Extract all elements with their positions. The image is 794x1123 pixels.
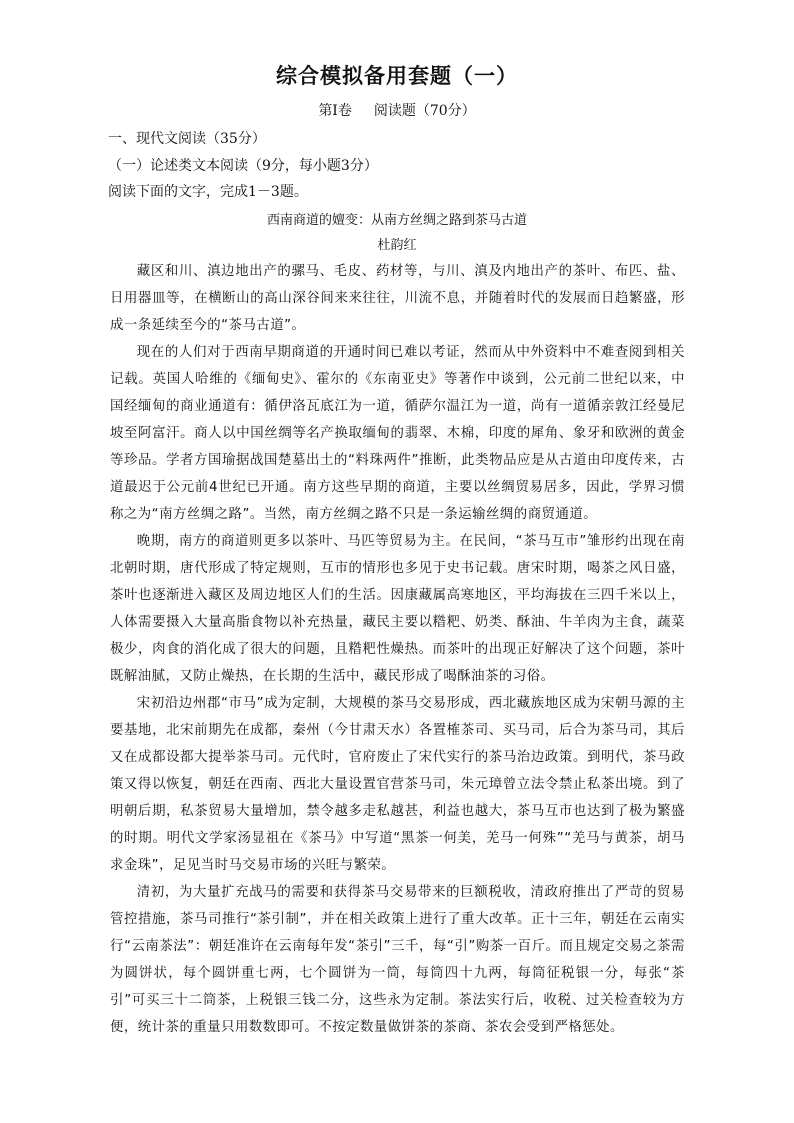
paragraph: 清初，为大量扩充战马的需要和获得茶马交易带来的巨额税收，清政府推出了严苛的贸易管控措施，茶马司推行“茶引制”，并在相关政策上进行了重大改革。正十三年，朝廷在云南实行“云南茶法”：朝廷准许在云南每年发“茶引”三千，每“引”购茶一百斤。而且规定交易之茶需为圆饼状，每个圆饼重七两，七个圆饼为一筒，每筒四十九两，每筒征税银一分，每张“茶引”可买三十二筒茶，上税银三钱二分，这些永为定制。茶法实行后，收税、过关检查较为方便，统计茶的重量只用数数即可。不按定数量做饼茶的茶商、茶农会受到严格惩处。 (110, 885, 685, 1035)
paragraph: 藏区和川、滇边地出产的骡马、毛皮、药材等，与川、滇及内地出产的茶叶、布匹、盐、日用器皿等，在横断山的高山深谷间来来往往，川流不息，并随着时代的发展而日趋繁盛，形成一条延续至今的“茶马古道”。 (110, 264, 685, 333)
page-title: 综合模拟备用套题（一） (276, 63, 518, 88)
instruction-text: 阅读下面的文字，完成1－3题。 (108, 184, 308, 200)
page-subtitle (0, 100, 794, 120)
passage-title: 西南商道的嬗变：从南方丝绸之路到茶马古道 (266, 213, 527, 228)
paragraph: 晚期，南方的商道则更多以茶叶、马匹等贸易为主。在民间，“茶马互市”雏形约出现在南北朝时期，唐代形成了特定规则，互市的情形也多见于史书记载。唐宋时期，喝茶之风日盛，茶叶也逐渐进入藏区及周边地区人们的生活。因康藏属高寒地区，平均海拔在三四千米以上，人体需要摄入大量高脂食物以补充热量，藏民主要以糌粑、奶类、酥油、牛羊肉为主食，蔬菜极少，肉食的消化成了很大的问题，且糌粑性燥热。而茶叶的出现正好解决了这个问题，茶叶既解油腻，又防止燥热，在长期的生活中，藏民形成了喝酥油茶的习俗。 (110, 534, 685, 684)
part-heading: 一、现代文阅读（35分） (108, 131, 266, 147)
volume-label: 第Ⅰ卷 (318, 103, 352, 119)
passage-body (110, 258, 685, 1041)
passage-author: 杜韵红 (377, 238, 417, 253)
sub-heading: （一）论述类文本阅读（9分，每小题3分） (108, 158, 378, 174)
paragraph: 宋初沿边州郡“市马”成为定制，大规模的茶马交易形成，西北藏族地区成为宋朝马源的主要基地，北宋前期先在成都，秦州（今甘肃天水）各置榷茶司、买马司，后合为茶马司，其后又在成都设都大提举茶马司。元代时，官府废止了宋代实行的茶马治边政策。到明代，茶马政策又得以恢复，朝廷在西南、西北大量设置官营茶马司，朱元璋曾立法令禁止私茶出境。到了明朝后期，私茶贸易大量增加，禁令越多走私越甚，利益也越大，茶马互市也达到了极为繁盛的时期。明代文学家汤显祖在《茶马》中写道“黑茶一何美，羌马一何殊”“羌马与黄茶，胡马求金珠”，足见当时马交易市场的兴旺与繁荣。 (110, 696, 685, 873)
section-label: 阅读题（70分） (373, 103, 476, 119)
paragraph: 现在的人们对于西南早期商道的开通时间已难以考证，然而从中外资料中不难查阅到相关记载。英国人哈维的《缅甸史》、霍尔的《东南亚史》等著作中谈到，公元前二世纪以来，中国经缅甸的商业通道有：循伊洛瓦底江为一道，循萨尔温江为一道，尚有一道循亲敦江经曼尼坡至阿富汗。商人以中国丝绸等名产换取缅甸的翡翠、木棉，印度的犀角、象牙和欧洲的黄金等珍品。学者方国瑜据战国楚墓出土的“料珠两件”推断，此类物品应是从古道由印度传来，古道最迟于公元前4世纪已开通。南方这些早期的商道，主要以丝绸贸易居多，因此，学界习惯称之为“南方丝绸之路”。当然，南方丝绸之路不只是一条运输丝绸的商贸通道。 (110, 345, 685, 522)
